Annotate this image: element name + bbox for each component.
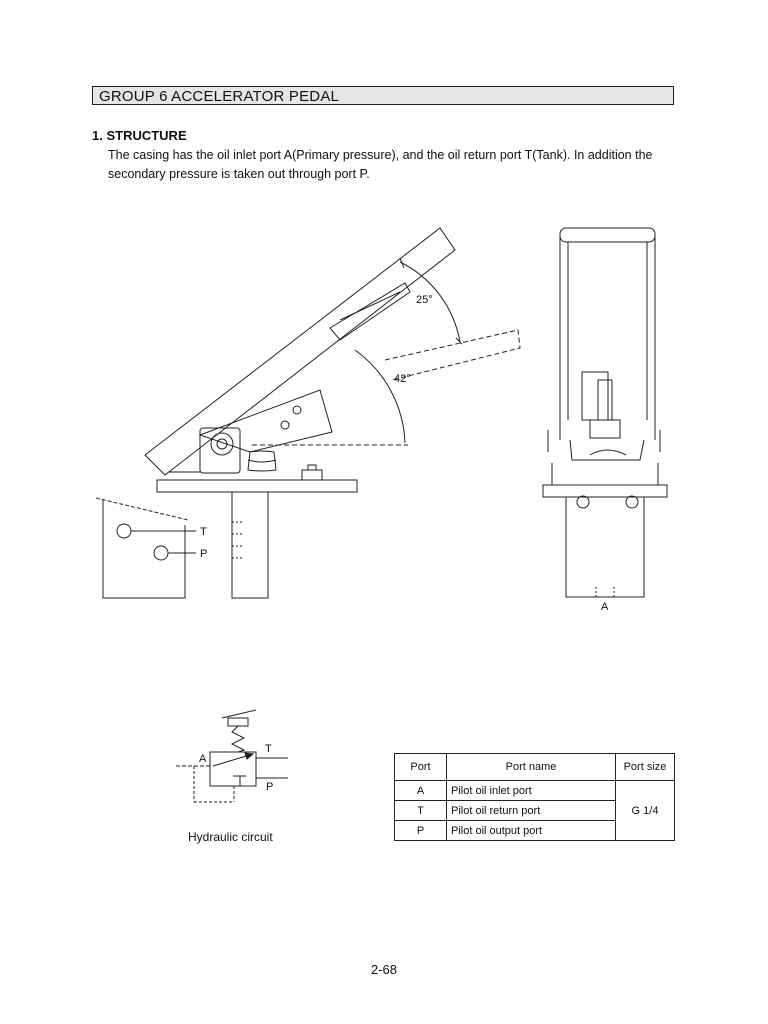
col-header-port: Port (395, 754, 447, 781)
section-heading: 1. STRUCTURE (92, 128, 187, 143)
port-cell: P (395, 821, 447, 841)
angle-lower-label: 42° (394, 373, 411, 385)
page-number: 2-68 (370, 962, 398, 977)
pedal-front-view (543, 228, 667, 597)
casing-port-view (96, 498, 196, 598)
circuit-caption: Hydraulic circuit (188, 830, 273, 844)
table-row (395, 781, 675, 801)
port-name-cell: Pilot oil inlet port (447, 781, 616, 801)
col-header-port-size: Port size (616, 754, 675, 781)
port-t-label: T (200, 526, 207, 538)
port-cell: A (395, 781, 447, 801)
pedal-side-view (145, 228, 520, 598)
circuit-p-label: P (266, 781, 274, 793)
group-title: GROUP 6 ACCELERATOR PEDAL (92, 86, 674, 105)
port-cell: T (395, 801, 447, 821)
port-a-label: A (601, 601, 609, 613)
port-name-cell: Pilot oil output port (447, 821, 616, 841)
port-table (394, 753, 675, 841)
circuit-a-label: A (199, 753, 207, 765)
angle-upper-label: 25° (416, 294, 433, 306)
port-name-cell: Pilot oil return port (447, 801, 616, 821)
port-table-header-row (395, 754, 675, 781)
col-header-port-name: Port name (447, 754, 616, 781)
circuit-t-label: T (265, 743, 272, 755)
port-p-label: P (200, 548, 208, 560)
section-body-text: The casing has the oil inlet port A(Primary pressure), and the oil return port T(Tank). In addition the secondary pressure is taken out through port P. (108, 148, 653, 181)
port-size-cell: G 1/4 (616, 781, 675, 841)
